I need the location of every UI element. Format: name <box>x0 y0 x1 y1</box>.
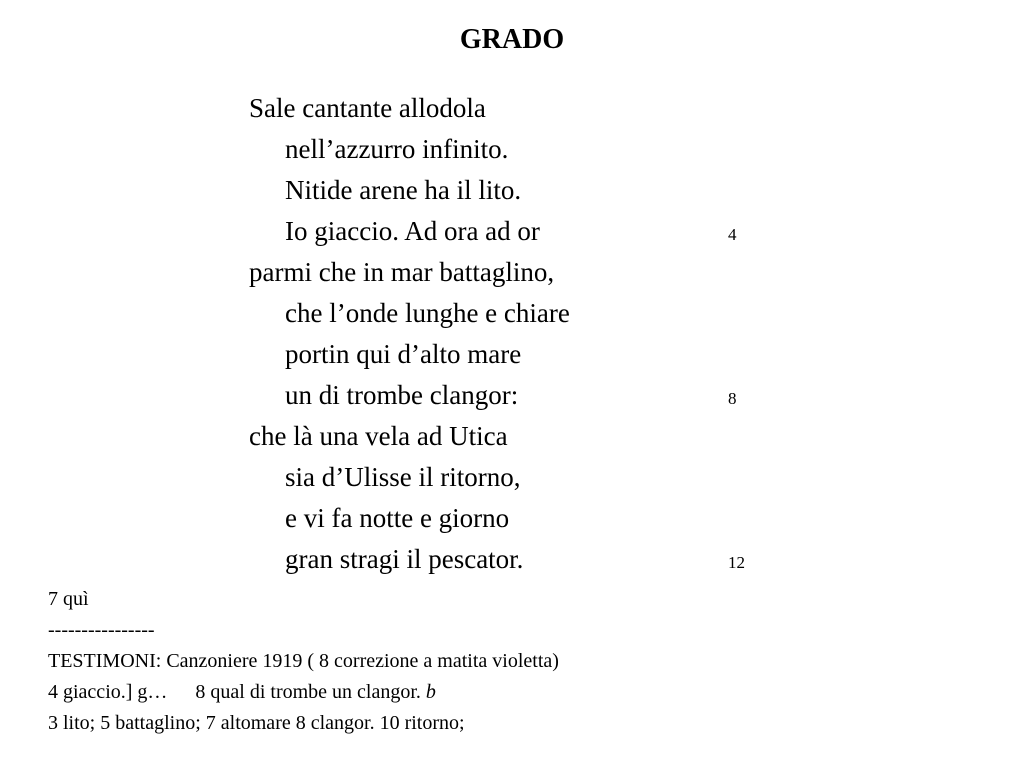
variants-line-b: 3 lito; 5 battaglino; 7 altomare 8 clangor. 10 ritorno; <box>48 712 465 734</box>
verse-text: che là una vela ad Utica <box>249 421 508 451</box>
variant-text: 4 giaccio.] g… <box>48 681 168 703</box>
verse-text: che l’onde lunghe e chiare <box>285 298 570 328</box>
verse-text: Io giaccio. Ad ora ad or <box>285 216 540 246</box>
verse-line <box>249 334 809 375</box>
verse-text: parmi che in mar battaglino, <box>249 257 555 287</box>
poem-title: GRADO <box>459 24 565 55</box>
verse-number: 12 <box>728 553 745 572</box>
verse-line <box>249 457 809 498</box>
verse-line <box>249 293 809 334</box>
separator-line: ---------------- <box>48 619 155 641</box>
verse-text: portin qui d’alto mare <box>285 339 522 369</box>
verse-line <box>249 211 809 252</box>
critical-apparatus <box>48 584 988 739</box>
verse-line <box>249 375 809 416</box>
verse-text: Sale cantante allodola <box>249 93 486 123</box>
verse-line <box>249 88 809 129</box>
verse-text: Nitide arene ha il lito. <box>285 175 522 205</box>
verse-line <box>249 498 809 539</box>
verse-line <box>249 539 809 580</box>
verse-text: gran stragi il pescator. <box>285 544 524 574</box>
verse-line <box>249 170 809 211</box>
verse-line <box>249 416 809 457</box>
poem-body <box>249 88 809 580</box>
verse-line <box>249 129 809 170</box>
verse-text: e vi fa notte e giorno <box>285 503 510 533</box>
variant-text: 8 qual di trombe un clangor. <box>195 681 421 703</box>
verse-text: nell’azzurro infinito. <box>285 134 509 164</box>
verse-text: un di trombe clangor: <box>285 380 519 410</box>
verse-number: 4 <box>728 225 737 244</box>
witness-sigla: b <box>425 681 436 703</box>
verse-number: 8 <box>728 389 737 408</box>
verse-text: sia d’Ulisse il ritorno, <box>285 462 521 492</box>
verse-line <box>249 252 809 293</box>
witnesses-line: TESTIMONI: Canzoniere 1919 ( 8 correzione a matita violetta) <box>48 650 559 672</box>
variant-note: 7 quì <box>48 588 89 610</box>
variants-line-a <box>48 677 988 708</box>
